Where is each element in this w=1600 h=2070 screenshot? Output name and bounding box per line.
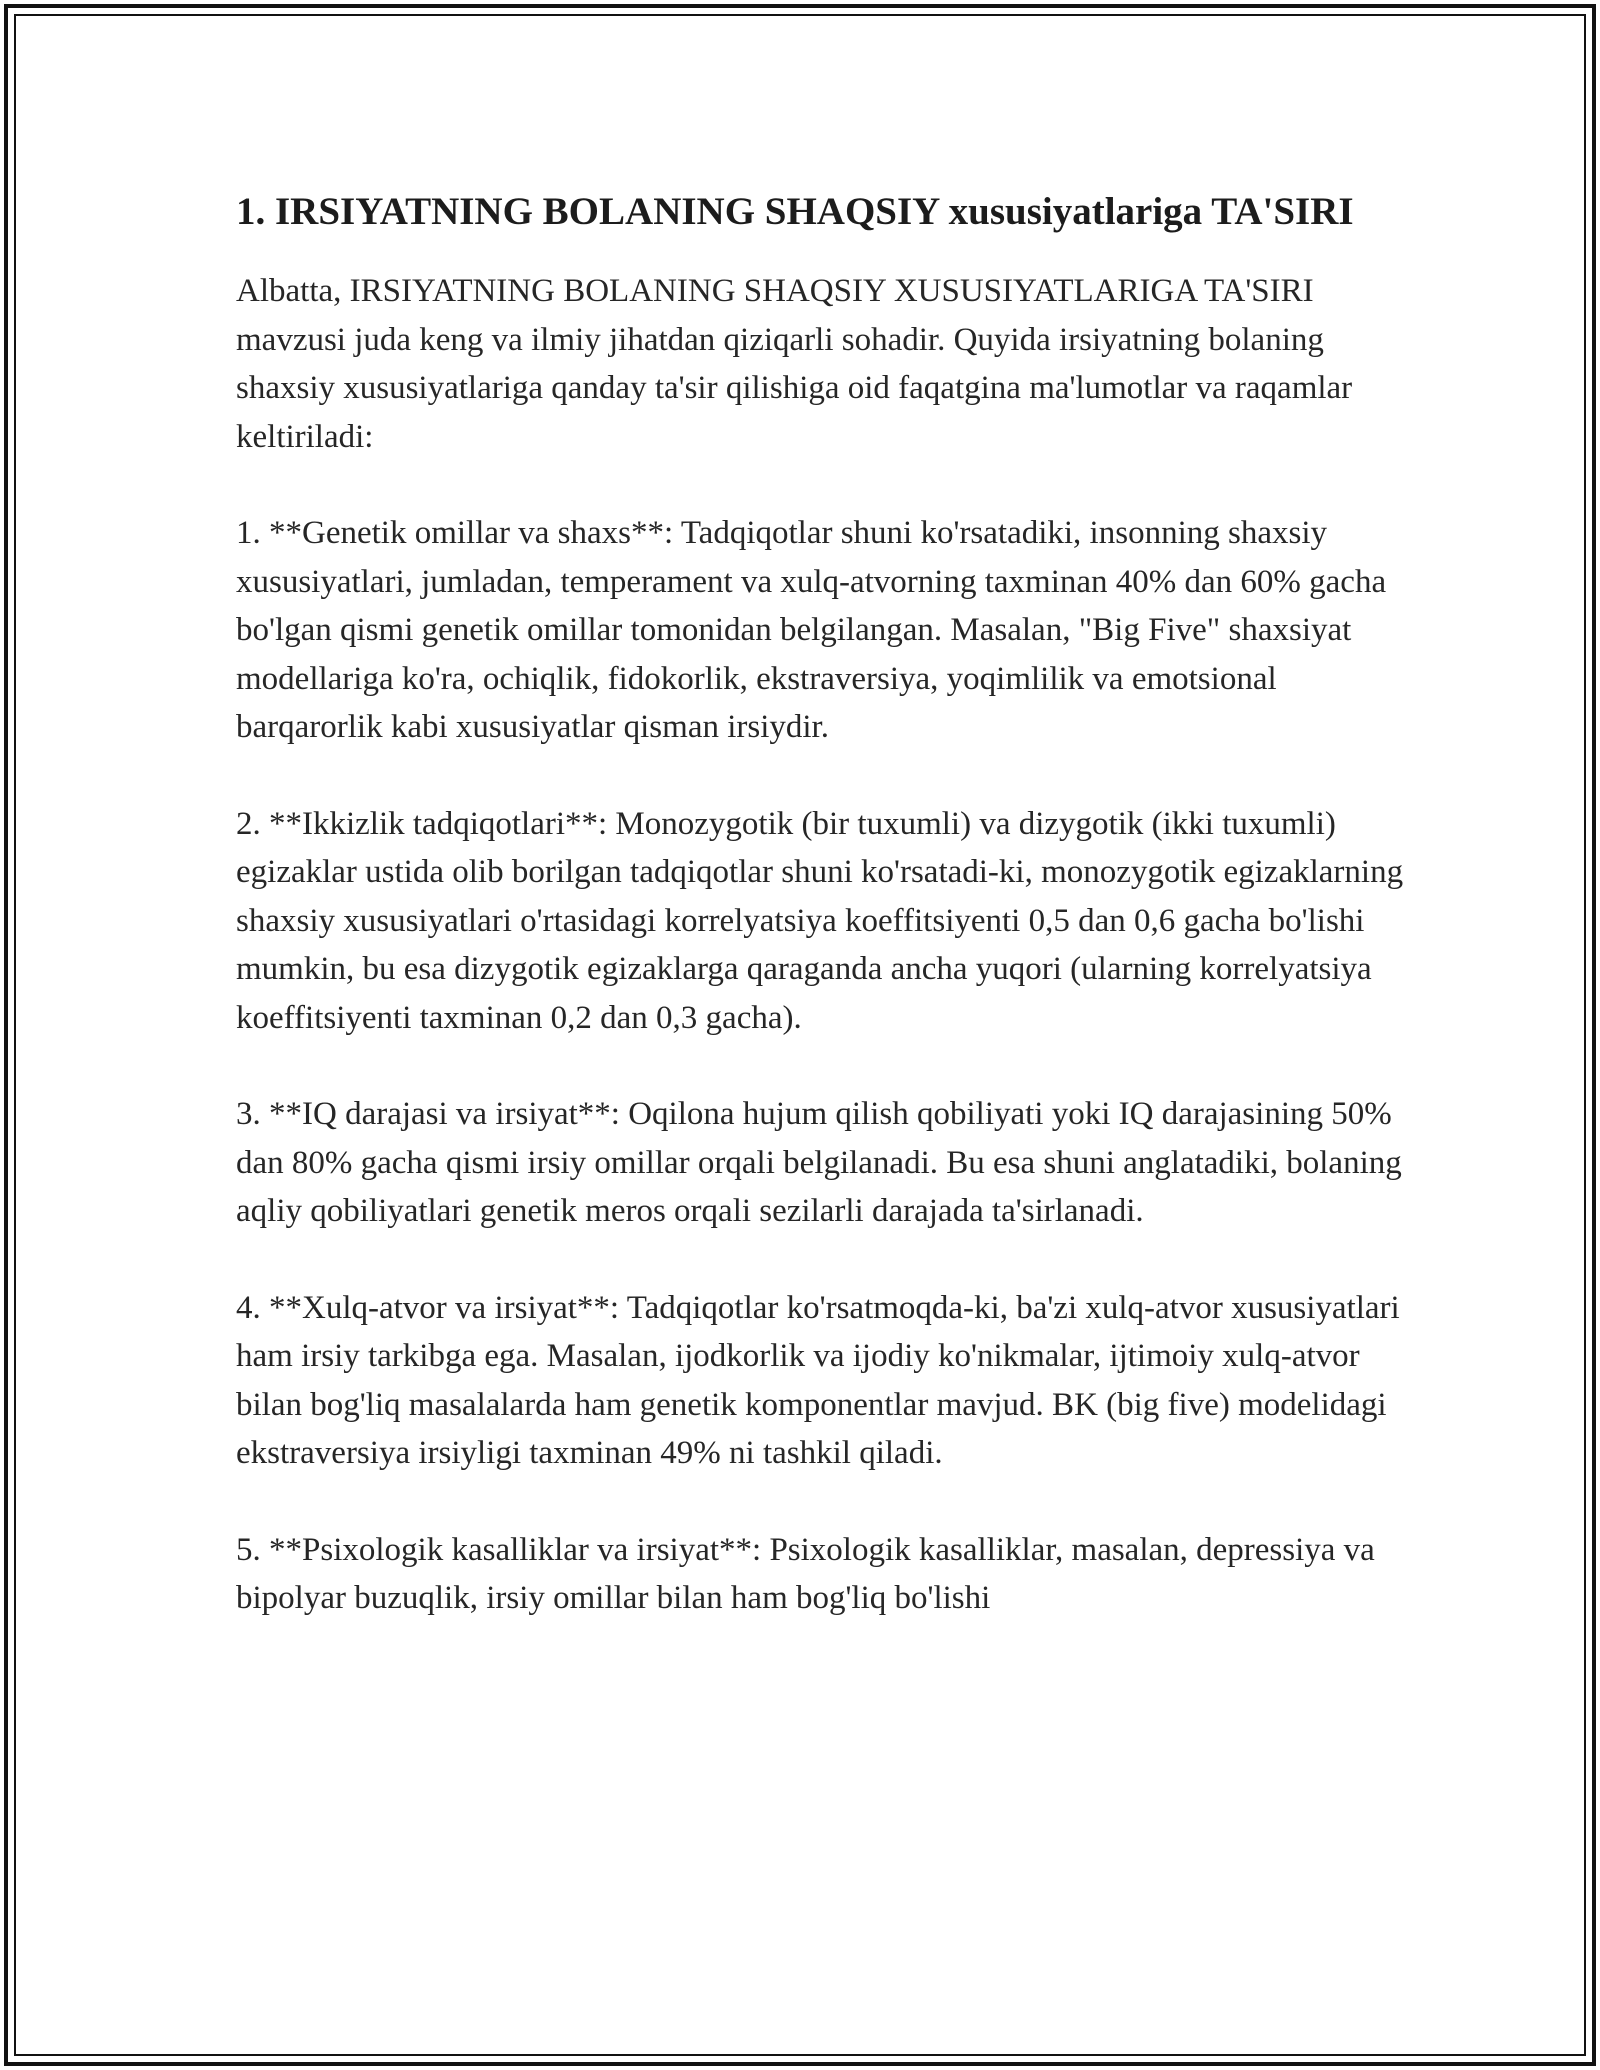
paragraph-genetic-factors: 1. **Genetik omillar va shaxs**: Tadqiqotlar shuni ko'rsatadiki, insonning shaxsiy xususiyatlari, jumladan, temperament va xulq-atvorning taxminan 40% dan 60% gacha bo'lgan qismi genetik omillar tomonidan belgilangan. Masalan, "Big Five" shaxsiyat modellariga ko'ra, ochiqlik, fidokorlik, ekstraversiya, yoqimlilik va emotsional barqarorlik kabi xususiyatlar qisman irsiydir. — [236, 515, 1387, 745]
document-title: 1. IRSIYATNING BOLANING SHAQSIY xususiyatlariga TA'SIRI — [236, 190, 1354, 233]
paragraph-iq-heredity: 3. **IQ darajasi va irsiyat**: Oqilona hujum qilish qobiliyati yoki IQ darajasining 50% dan 80% gacha qismi irsiy omillar orqali belgilanadi. Bu esa shuni anglatadiki, bolaning aqliy qobiliyatlari genetik meros orqali sezilarli darajada ta'sirlanadi. — [236, 1096, 1402, 1229]
paragraph-twin-studies: 2. **Ikkizlik tadqiqotlari**: Monozygotik (bir tuxumli) va dizygotik (ikki tuxumli) egizaklar ustida olib borilgan tadqiqotlar shuni ko'rsatadi-ki, monozygotik egizaklarning shaxsiy xususiyatlari o'rtasidagi korrelyatsiya koeffitsiyenti 0,5 dan 0,6 gacha bo'lishi mumkin, bu esa dizygotik egizaklarga qaraganda ancha yuqori (ularning korrelyatsiya koeffitsiyenti taxminan 0,2 dan 0,3 gacha). — [236, 805, 1404, 1036]
paragraph-psychological-disorders: 5. **Psixologik kasalliklar va irsiyat**: Psixologik kasalliklar, masalan, depressiya va bipolyar buzuqlik, irsiy omillar bilan ham bog'liq bo'lishi — [236, 1531, 1375, 1616]
paragraph-intro: Albatta, IRSIYATNING BOLANING SHAQSIY XUSUSIYATLARIGA TA'SIRI mavzusi juda keng va ilmiy jihatdan qiziqarli sohadir. Quyida irsiyatning bolaning shaxsiy xususiyatlariga qanday ta'sir qilishiga oid faqatgina ma'lumotlar va raqamlar keltiriladi: — [236, 273, 1353, 455]
document-body — [236, 185, 1416, 1671]
paragraph-behavior-heredity: 4. **Xulq-atvor va irsiyat**: Tadqiqotlar ko'rsatmoqda-ki, ba'zi xulq-atvor xususiyatlari ham irsiy tarkibga ega. Masalan, ijodkorlik va ijodiy ko'nikmalar, ijtimoiy xulq-atvor bilan bog'liq masalalarda ham genetik komponentlar mavjud. BK (big five) modelidagi ekstraversiya irsiyligi taxminan 49% ni tashkil qiladi. — [236, 1289, 1400, 1471]
